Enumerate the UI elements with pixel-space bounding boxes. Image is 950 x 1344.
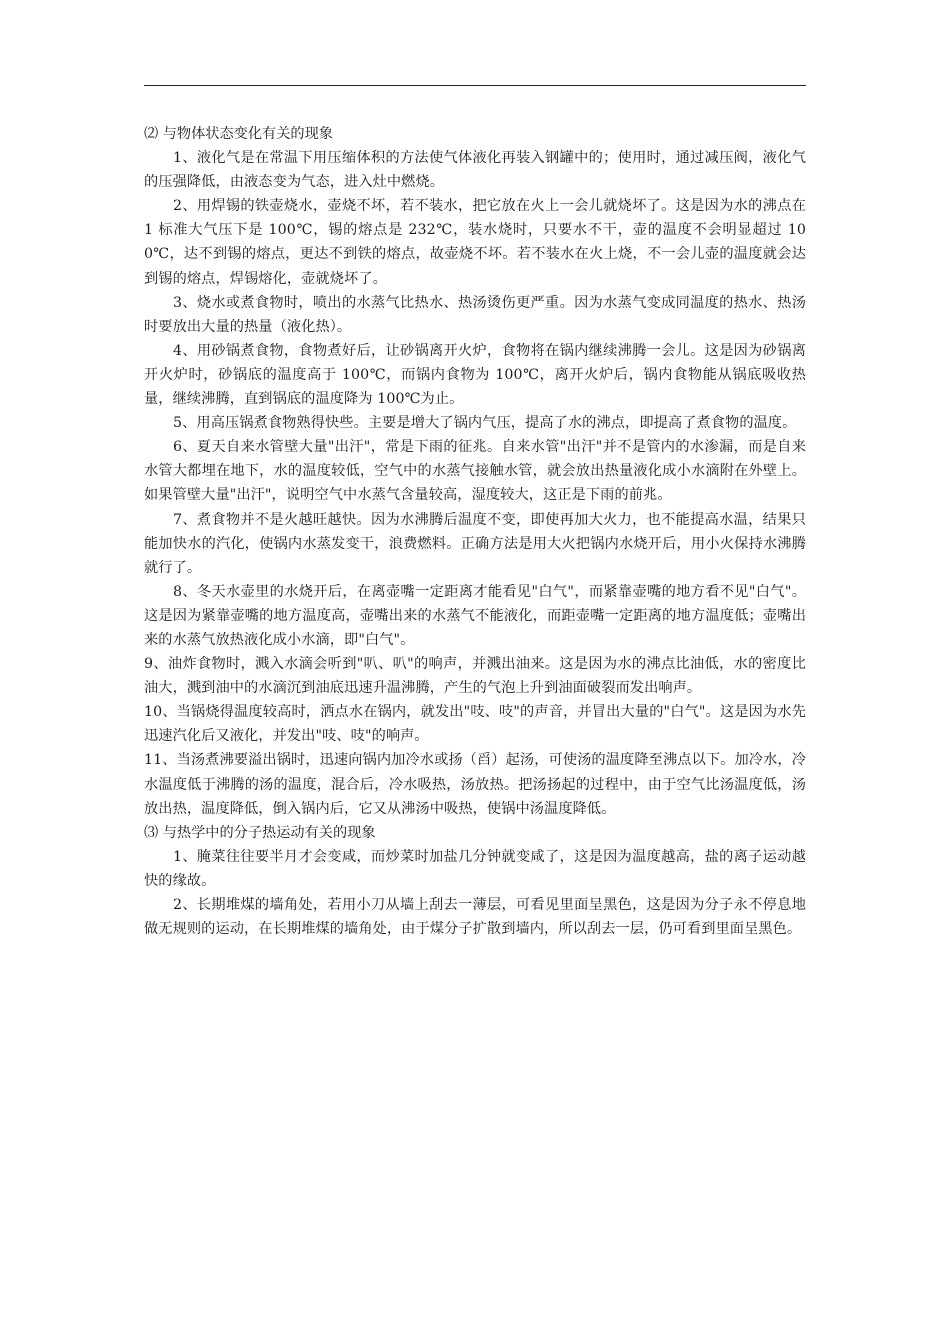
paragraph-item: 9、油炸食物时，溅入水滴会听到"叭、叭"的响声，并溅出油来。这是因为水的沸点比油低，水的密度比油大，溅到油中的水滴沉到油底迅速升温沸腾，产生的气泡上升到油面破裂而发出响声。 [144, 656, 806, 697]
paragraph-item: 11、当汤煮沸要溢出锅时，迅速向锅内加冷水或扬（舀）起汤，可使汤的温度降至沸点以下。加冷水，冷水温度低于沸腾的汤的温度，混合后，冷水吸热，汤放热。把汤扬起的过程中，由于空气比汤温度低，汤放出热，温度降低，倒入锅内后，它又从沸汤中吸热，使锅中汤温度降低。 [144, 752, 806, 817]
paragraph-item: 4、用砂锅煮食物，食物煮好后，让砂锅离开火炉，食物将在锅内继续沸腾一会儿。这是因为砂锅离开火炉时，砂锅底的温度高于 100℃，而锅内食物为 100℃，离开火炉后，锅内食物能从锅底吸收热量，继续沸腾，直到锅底的温度降为 100℃为止。 [144, 342, 806, 408]
section-heading-molecular-motion: ⑶ 与热学中的分子热运动有关的现象 [144, 824, 376, 841]
paragraph-item: 8、冬天水壶里的水烧开后，在离壶嘴一定距离才能看见"白气"，而紧靠壶嘴的地方看不见"白气"。这是因为紧靠壶嘴的地方温度高，壶嘴出来的水蒸气不能液化，而距壶嘴一定距离的地方温度低；壶嘴出来的水蒸气放热液化成小水滴，即"白气"。 [144, 583, 806, 648]
paragraph-item: 1、腌菜往往要半月才会变咸，而炒菜时加盐几分钟就变咸了，这是因为温度越高，盐的离子运动越快的缘故。 [144, 848, 806, 889]
paragraph-item: 10、当锅烧得温度较高时，洒点水在锅内，就发出"吱、吱"的声音，并冒出大量的"白气"。这是因为水先迅速汽化后又液化，并发出"吱、吱"的响声。 [144, 704, 806, 745]
paragraph-item: 7、煮食物并不是火越旺越快。因为水沸腾后温度不变，即使再加大火力，也不能提高水温，结果只能加快水的汽化，使锅内水蒸发变干，浪费燃料。正确方法是用大火把锅内水烧开后，用小火保持水沸腾就行了。 [144, 511, 806, 576]
header-divider [144, 85, 806, 86]
paragraph-item: 2、长期堆煤的墙角处，若用小刀从墙上刮去一薄层，可看见里面呈黑色，这是因为分子永不停息地做无规则的运动，在长期堆煤的墙角处，由于煤分子扩散到墙内，所以刮去一层，仍可看到里面呈黑色。 [144, 897, 806, 938]
paragraph-item: 2、用焊锡的铁壶烧水，壶烧不坏，若不装水，把它放在火上一会儿就烧坏了。这是因为水的沸点在 1 标准大气压下是 100℃，锡的熔点是 232℃，装水烧时，只要水不干，壶的温度不会明显超过 100℃，达不到锡的熔点，更达不到铁的熔点，故壶烧不坏。若不装水在火上烧，不一会儿壶的温度就会达到锡的熔点，焊锡熔化，壶就烧坏了。 [144, 198, 806, 287]
section-heading-state-change: ⑵ 与物体状态变化有关的现象 [144, 126, 333, 142]
document-body [144, 122, 806, 941]
paragraph-item: 3、烧水或煮食物时，喷出的水蒸气比热水、热汤烫伤更严重。因为水蒸气变成同温度的热水、热汤时要放出大量的热量（液化热）。 [144, 294, 806, 335]
paragraph-item: 5、用高压锅煮食物熟得快些。主要是增大了锅内气压，提高了水的沸点，即提高了煮食物的温度。 [173, 415, 797, 432]
paragraph-item: 1、液化气是在常温下用压缩体积的方法使气体液化再装入钢罐中的；使用时，通过减压阀，液化气的压强降低，由液态变为气态，进入灶中燃烧。 [144, 150, 806, 191]
paragraph-item: 6、夏天自来水管壁大量"出汗"，常是下雨的征兆。自来水管"出汗"并不是管内的水渗漏，而是自来水管大都埋在地下，水的温度较低，空气中的水蒸气接触水管，就会放出热量液化成小水滴附在外壁上。如果管壁大量"出汗"，说明空气中水蒸气含量较高，湿度较大，这正是下雨的前兆。 [144, 439, 806, 504]
